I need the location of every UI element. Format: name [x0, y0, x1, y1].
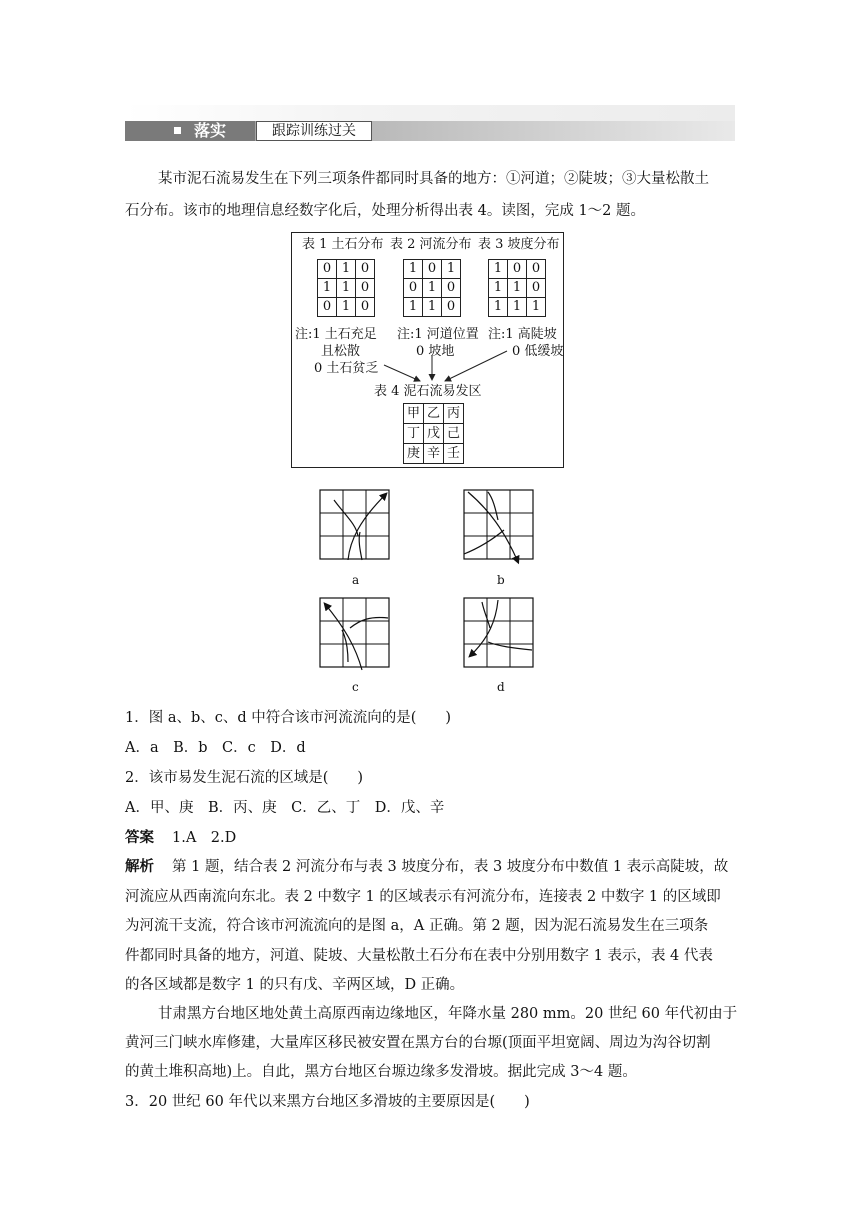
answer-text: 1.A 2.D: [172, 830, 237, 846]
diagram-b: [464, 490, 533, 562]
table-cell: 1: [508, 298, 527, 317]
table-cell: 0: [527, 279, 546, 298]
analysis-line-3: 为河流干支流，符合该市河流流向的是图 a，A 正确。第 2 题，因为泥石流易发生在三项条: [125, 918, 709, 934]
table1-note-line1: 注:1 土石充足: [295, 327, 377, 342]
table-cell: 甲: [404, 404, 424, 424]
table-cell: 1: [404, 260, 423, 279]
section-tag: 跟踪训练过关: [256, 121, 372, 141]
table-cell: 0: [442, 298, 461, 317]
analysis-line-5: 的各区域都是数字 1 的只有戊、辛两区域，D 正确。: [125, 977, 465, 993]
table-cell: 0: [356, 279, 375, 298]
table-cell: 0: [527, 260, 546, 279]
diagram-c-label: c: [352, 680, 359, 694]
table-cell: 丙: [444, 404, 464, 424]
table2-note-line1: 注:1 河道位置: [397, 327, 479, 342]
table-cell: 1: [489, 298, 508, 317]
table-cell: 0: [404, 279, 423, 298]
table-cell: 1: [423, 279, 442, 298]
section-banner-dark-block: [125, 121, 255, 141]
passage2-line-2: 黄河三门峡水库修建，大量库区移民被安置在黑方台的台塬(顶面平坦宽阔、周边为沟谷切割: [125, 1035, 711, 1051]
table-cell: 1: [337, 298, 356, 317]
table-cell: 辛: [424, 444, 444, 464]
question-1-options: A．a B．b C．c D．d: [125, 740, 306, 756]
table1-title: 表 1 土石分布: [302, 237, 384, 252]
diagram-a-label: a: [352, 573, 360, 587]
table4-title: 表 4 泥石流易发区: [374, 384, 482, 399]
diagram-a: [320, 490, 389, 560]
analysis-line-1: [125, 853, 728, 881]
table1-note-line3: 0 土石贫乏: [314, 361, 379, 376]
table-cell: 0: [442, 279, 461, 298]
table-cell: 丁: [404, 424, 424, 444]
table-cell: 0: [423, 260, 442, 279]
table-cell: 己: [444, 424, 464, 444]
table-cell: 1: [404, 298, 423, 317]
diagram-b-label: b: [497, 573, 505, 587]
diagram-d: [464, 598, 533, 667]
diagram-c: [320, 598, 389, 670]
analysis-text-1: 第 1 题，结合表 2 河流分布与表 3 坡度分布，表 3 坡度分布中数值 1 表示高陡坡，故: [172, 859, 729, 875]
intro-line-1: 某市泥石流易发生在下列三项条件都同时具备的地方：①河道；②陡坡；③大量松散土: [158, 171, 709, 187]
table-cell: 1: [337, 279, 356, 298]
table-cell: 0: [356, 260, 375, 279]
passage2-line-1: 甘肃黑方台地区地处黄土高原西南边缘地区，年降水量 280 mm。20 世纪 60 年代初由于: [158, 1006, 738, 1022]
table2-title: 表 2 河流分布: [390, 237, 472, 252]
table-cell: 1: [337, 260, 356, 279]
analysis-line-4: 件都同时具备的地方，河道、陡坡、大量松散土石分布在表中分别用数字 1 表示，表 4 代表: [125, 948, 713, 964]
table-cell: 0: [318, 260, 337, 279]
table-cell: 1: [318, 279, 337, 298]
answer-line: [125, 824, 236, 852]
table-cell: 戊: [424, 424, 444, 444]
table-cell: 1: [423, 298, 442, 317]
square-bullet-icon: [174, 127, 181, 134]
intro-line-2: 石分布。该市的地理信息经数字化后，处理分析得出表 4。读图，完成 1～2 题。: [125, 203, 646, 219]
analysis-label: 解析: [125, 859, 154, 875]
table-cell: 1: [527, 298, 546, 317]
passage2-line-3: 的黄土堆积高地)上。自此，黑方台地区台塬边缘多发滑坡。据此完成 3～4 题。: [125, 1064, 637, 1080]
question-2-stem: 2．该市易发生泥石流的区域是( ): [125, 770, 364, 786]
analysis-line-2: 河流应从西南流向东北。表 2 中数字 1 的区域表示有河流分布，连接表 2 中数字 1 的区域即: [125, 889, 721, 905]
table3-note-line2: 0 低缓坡: [512, 344, 564, 359]
table-cell: 庚: [404, 444, 424, 464]
table3-note-line1: 注:1 高陡坡: [488, 327, 557, 342]
arrow-from-table3: [445, 351, 507, 381]
table1-note-line2: 且松散: [321, 344, 361, 359]
table-cell: 1: [508, 279, 527, 298]
diagram-d-label: d: [497, 680, 505, 694]
table4-grid: [403, 403, 464, 464]
table-cell: 0: [508, 260, 527, 279]
river-flow-diagrams: [316, 488, 536, 692]
table-cell: 0: [318, 298, 337, 317]
table-cell: 1: [489, 279, 508, 298]
table2-note-line2: 0 坡地: [416, 344, 455, 359]
table-cell: 1: [489, 260, 508, 279]
table-cell: 壬: [444, 444, 464, 464]
question-1-stem: 1．图 a、b、c、d 中符合该市河流流向的是( ): [125, 710, 452, 726]
arrow-from-table1: [384, 365, 420, 381]
table-figure: [291, 232, 564, 468]
question-2-options: A．甲、庚 B．丙、庚 C．乙、丁 D．戊、辛: [125, 800, 445, 816]
answer-label: 答案: [125, 830, 154, 846]
question-3-stem: 3．20 世纪 60 年代以来黑方台地区多滑坡的主要原因是( ): [125, 1094, 530, 1110]
table3-title: 表 3 坡度分布: [478, 237, 560, 252]
table-cell: 0: [356, 298, 375, 317]
section-title: 落实: [194, 121, 227, 140]
table-cell: 乙: [424, 404, 444, 424]
table-cell: 1: [442, 260, 461, 279]
